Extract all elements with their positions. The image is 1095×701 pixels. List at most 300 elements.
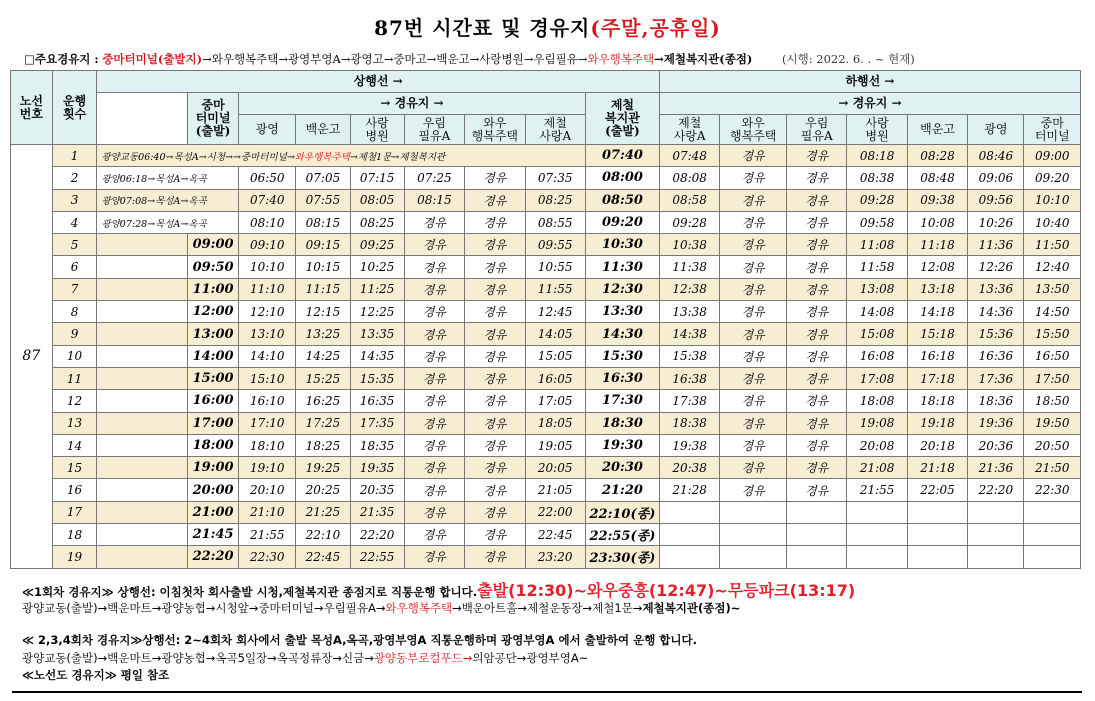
down-start-time: 22:10(종) xyxy=(585,501,659,523)
blank-cell xyxy=(97,412,188,434)
up-time: 14:05 xyxy=(525,323,585,345)
up-time: 경유 xyxy=(404,479,464,501)
table-row xyxy=(11,278,1081,300)
down-time: 18:38 xyxy=(659,412,719,434)
down-time: 13:18 xyxy=(907,278,967,300)
up-start-time: 19:00 xyxy=(188,457,239,479)
down-time: 19:18 xyxy=(907,412,967,434)
up-time: 경유 xyxy=(465,256,525,278)
up-time: 10:25 xyxy=(350,256,404,278)
effective-date: (시행: 2022. 6. . ~ 현재) xyxy=(782,52,915,66)
down-time: 경유 xyxy=(720,412,787,434)
down-time: 12:40 xyxy=(1024,256,1081,278)
down-start-time: 15:30 xyxy=(585,345,659,367)
table-row xyxy=(11,145,1081,167)
down-start-time: 13:30 xyxy=(585,301,659,323)
up-time: 경유 xyxy=(404,457,464,479)
up-time: 12:15 xyxy=(296,301,350,323)
up-time: 경유 xyxy=(404,211,464,233)
up-start-time: 21:00 xyxy=(188,501,239,523)
up-time: 15:05 xyxy=(525,345,585,367)
up-time: 13:25 xyxy=(296,323,350,345)
up-start-time: 09:50 xyxy=(188,256,239,278)
down-time: 10:08 xyxy=(907,211,967,233)
up-time: 경유 xyxy=(404,323,464,345)
down-time: 경유 xyxy=(720,367,787,389)
down-time: 08:46 xyxy=(968,145,1024,167)
down-time xyxy=(720,524,787,546)
header-down-stop: 우림 필유A xyxy=(787,115,847,145)
down-time: 경유 xyxy=(720,345,787,367)
up-time: 경유 xyxy=(404,367,464,389)
down-start-time: 11:30 xyxy=(585,256,659,278)
up-time: 07:35 xyxy=(525,167,585,189)
down-time: 21:36 xyxy=(968,457,1024,479)
line-number: 87 xyxy=(11,145,53,569)
down-time: 20:50 xyxy=(1024,434,1081,456)
down-time: 경유 xyxy=(787,211,847,233)
up-time: 08:10 xyxy=(239,211,296,233)
up-start-time: 12:00 xyxy=(188,301,239,323)
up-time: 14:25 xyxy=(296,345,350,367)
up-time: 경유 xyxy=(465,524,525,546)
up-time: 09:15 xyxy=(296,234,350,256)
down-time: 경유 xyxy=(720,479,787,501)
down-time xyxy=(907,501,967,523)
up-time: 경유 xyxy=(465,390,525,412)
down-time xyxy=(968,546,1024,568)
header-up: 상행선 → xyxy=(97,71,660,93)
down-time xyxy=(968,524,1024,546)
up-time: 경유 xyxy=(465,167,525,189)
down-time: 18:08 xyxy=(847,390,907,412)
up-time: 17:05 xyxy=(525,390,585,412)
down-time: 18:18 xyxy=(907,390,967,412)
down-time: 19:50 xyxy=(1024,412,1081,434)
down-time: 14:36 xyxy=(968,301,1024,323)
down-time: 경유 xyxy=(787,434,847,456)
down-time: 경유 xyxy=(787,412,847,434)
down-time: 경유 xyxy=(787,323,847,345)
footer-line-5: ≪노선도 경유지≫ 평일 참조 xyxy=(22,668,170,682)
up-time: 경유 xyxy=(465,501,525,523)
table-row xyxy=(11,323,1081,345)
header-up-start: 중마 터미널 (출발) xyxy=(188,93,239,145)
up-time: 17:25 xyxy=(296,412,350,434)
up-time: 08:25 xyxy=(525,189,585,211)
down-time: 14:38 xyxy=(659,323,719,345)
down-time: 10:10 xyxy=(1024,189,1081,211)
header-up-stop: 제철 사랑A xyxy=(525,115,585,145)
route-note: 광양07:08→목성A→옥곡 xyxy=(97,189,239,211)
up-time: 경유 xyxy=(404,434,464,456)
up-start-time: 15:00 xyxy=(188,367,239,389)
down-start-time: 22:55(종) xyxy=(585,524,659,546)
up-time: 13:35 xyxy=(350,323,404,345)
table-row xyxy=(11,167,1081,189)
down-time xyxy=(847,546,907,568)
up-time: 11:15 xyxy=(296,278,350,300)
down-time: 08:08 xyxy=(659,167,719,189)
up-time: 경유 xyxy=(404,256,464,278)
run-number: 4 xyxy=(52,211,97,233)
run-number: 17 xyxy=(52,501,97,523)
down-time: 경유 xyxy=(787,390,847,412)
up-start-time: 14:00 xyxy=(188,345,239,367)
down-time: 21:08 xyxy=(847,457,907,479)
up-time: 07:40 xyxy=(239,189,296,211)
down-time: 09:20 xyxy=(1024,167,1081,189)
up-time: 경유 xyxy=(404,234,464,256)
down-time xyxy=(720,546,787,568)
up-time: 21:55 xyxy=(239,524,296,546)
down-time: 21:18 xyxy=(907,457,967,479)
down-start-time: 12:30 xyxy=(585,278,659,300)
table-row xyxy=(11,546,1081,568)
down-time: 08:38 xyxy=(847,167,907,189)
run-number: 10 xyxy=(52,345,97,367)
header-down: 하행선 → xyxy=(659,71,1080,93)
up-time: 15:35 xyxy=(350,367,404,389)
up-time: 16:25 xyxy=(296,390,350,412)
down-start-time: 20:30 xyxy=(585,457,659,479)
bottom-rule xyxy=(12,691,1082,693)
blank-cell xyxy=(97,278,188,300)
down-time xyxy=(968,501,1024,523)
down-time xyxy=(847,524,907,546)
up-time: 19:10 xyxy=(239,457,296,479)
down-time: 경유 xyxy=(787,457,847,479)
up-time: 21:35 xyxy=(350,501,404,523)
up-time: 경유 xyxy=(404,524,464,546)
up-time: 15:25 xyxy=(296,367,350,389)
up-time: 22:00 xyxy=(525,501,585,523)
down-time: 20:08 xyxy=(847,434,907,456)
down-time: 15:50 xyxy=(1024,323,1081,345)
header-up-stop: 광영 xyxy=(239,115,296,145)
down-time: 21:55 xyxy=(847,479,907,501)
run-number: 7 xyxy=(52,278,97,300)
up-time: 21:25 xyxy=(296,501,350,523)
table-row xyxy=(11,412,1081,434)
footer-line-1: ≪1회차 경유지≫ 상행선: 이침첫차 회사출발 시청,제철복지관 종점지로 직통운행 합니다.출발(12:30)~와우중흥(12:47)~무등파크(13:17) xyxy=(22,581,856,600)
down-start-time: 16:30 xyxy=(585,367,659,389)
down-start-time: 08:00 xyxy=(585,167,659,189)
header-down-stop: 와우 행복주택 xyxy=(720,115,787,145)
down-time: 13:50 xyxy=(1024,278,1081,300)
up-time: 20:25 xyxy=(296,479,350,501)
down-time: 경유 xyxy=(787,479,847,501)
down-time: 17:38 xyxy=(659,390,719,412)
up-start-time: 18:00 xyxy=(188,434,239,456)
header-down-start: 제철 복지관 (출발) xyxy=(585,93,659,145)
down-time: 20:36 xyxy=(968,434,1024,456)
down-time xyxy=(787,501,847,523)
blank-cell xyxy=(97,479,188,501)
blank-cell xyxy=(97,457,188,479)
header-down-via: → 경유지 → xyxy=(659,93,1080,115)
up-time: 경유 xyxy=(465,323,525,345)
down-time: 16:08 xyxy=(847,345,907,367)
down-time: 09:56 xyxy=(968,189,1024,211)
down-time xyxy=(659,524,719,546)
run-number: 12 xyxy=(52,390,97,412)
down-time: 경유 xyxy=(720,457,787,479)
up-time: 22:45 xyxy=(296,546,350,568)
down-time: 11:50 xyxy=(1024,234,1081,256)
footer-line-3: ≪ 2,3,4회차 경유지≫상행선: 2~4회차 회사에서 출발 목성A,옥곡,광영부영A 직통운행하며 광영부영A 에서 출발하여 운행 합니다. xyxy=(22,633,698,647)
down-start-time: 08:50 xyxy=(585,189,659,211)
up-time: 07:25 xyxy=(404,167,464,189)
blank-cell xyxy=(97,256,188,278)
down-time xyxy=(1024,546,1081,568)
down-time: 11:36 xyxy=(968,234,1024,256)
down-time: 경유 xyxy=(720,145,787,167)
up-start-time: 21:45 xyxy=(188,524,239,546)
table-row xyxy=(11,524,1081,546)
up-time: 08:55 xyxy=(525,211,585,233)
run-number: 19 xyxy=(52,546,97,568)
down-time: 16:18 xyxy=(907,345,967,367)
down-time: 19:36 xyxy=(968,412,1024,434)
run-number: 3 xyxy=(52,189,97,211)
up-time: 12:45 xyxy=(525,301,585,323)
down-start-time: 21:20 xyxy=(585,479,659,501)
down-start-time: 17:30 xyxy=(585,390,659,412)
up-time: 10:15 xyxy=(296,256,350,278)
up-time: 경유 xyxy=(465,457,525,479)
down-time: 17:18 xyxy=(907,367,967,389)
down-time: 경유 xyxy=(787,367,847,389)
down-time: 08:48 xyxy=(907,167,967,189)
up-time: 06:50 xyxy=(239,167,296,189)
up-time: 09:25 xyxy=(350,234,404,256)
blank-cell xyxy=(97,390,188,412)
up-time: 19:05 xyxy=(525,434,585,456)
header-up-stop: 사랑 병원 xyxy=(350,115,404,145)
down-time: 11:08 xyxy=(847,234,907,256)
down-start-time: 23:30(종) xyxy=(585,546,659,568)
header-down-stop: 백운고 xyxy=(907,115,967,145)
blank-cell xyxy=(97,323,188,345)
down-time: 19:08 xyxy=(847,412,907,434)
down-time: 경유 xyxy=(787,278,847,300)
up-time: 경유 xyxy=(404,345,464,367)
down-time: 15:08 xyxy=(847,323,907,345)
blank-cell xyxy=(97,345,188,367)
up-time: 14:10 xyxy=(239,345,296,367)
up-time: 16:05 xyxy=(525,367,585,389)
up-time: 08:25 xyxy=(350,211,404,233)
down-time: 10:26 xyxy=(968,211,1024,233)
up-time: 10:10 xyxy=(239,256,296,278)
up-time: 20:35 xyxy=(350,479,404,501)
table-row xyxy=(11,189,1081,211)
down-time: 19:38 xyxy=(659,434,719,456)
table-row xyxy=(11,211,1081,233)
down-time: 09:38 xyxy=(907,189,967,211)
header-line-no: 노선 번호 xyxy=(11,71,53,145)
down-time: 09:28 xyxy=(847,189,907,211)
down-time: 경유 xyxy=(787,189,847,211)
up-time: 22:20 xyxy=(350,524,404,546)
down-time: 경유 xyxy=(787,301,847,323)
up-time: 13:10 xyxy=(239,323,296,345)
up-time: 17:35 xyxy=(350,412,404,434)
blank-cell xyxy=(97,434,188,456)
down-time: 17:50 xyxy=(1024,367,1081,389)
down-time: 경유 xyxy=(720,323,787,345)
down-time: 12:26 xyxy=(968,256,1024,278)
blank-cell xyxy=(97,234,188,256)
up-time: 18:10 xyxy=(239,434,296,456)
down-time: 21:28 xyxy=(659,479,719,501)
down-time: 09:28 xyxy=(659,211,719,233)
down-time: 15:36 xyxy=(968,323,1024,345)
down-time: 09:58 xyxy=(847,211,907,233)
up-time: 10:55 xyxy=(525,256,585,278)
up-time: 경유 xyxy=(465,211,525,233)
up-time: 22:55 xyxy=(350,546,404,568)
up-start-time: 13:00 xyxy=(188,323,239,345)
up-time: 22:30 xyxy=(239,546,296,568)
down-time: 17:08 xyxy=(847,367,907,389)
down-time: 08:18 xyxy=(847,145,907,167)
up-time: 경유 xyxy=(465,367,525,389)
down-time: 15:38 xyxy=(659,345,719,367)
down-time: 경유 xyxy=(720,278,787,300)
run-number: 11 xyxy=(52,367,97,389)
run-number: 5 xyxy=(52,234,97,256)
up-time: 경유 xyxy=(465,189,525,211)
up-time: 08:15 xyxy=(404,189,464,211)
down-time: 경유 xyxy=(720,234,787,256)
up-time: 경유 xyxy=(404,546,464,568)
run-number: 16 xyxy=(52,479,97,501)
up-time: 경유 xyxy=(404,390,464,412)
main-route-line: □주요경유지 : 중마터미널(출발지)→와우행복주택→광영부영A→광영고→중마고→백운고→사랑병원→우림필유→와우행복주택→제철복지관(종점) (시행: 2022. 6. . ~ 현재) xyxy=(24,52,915,66)
header-up-stop: 백운고 xyxy=(296,115,350,145)
up-start-time: 09:00 xyxy=(188,234,239,256)
down-start-time: 10:30 xyxy=(585,234,659,256)
up-time: 19:35 xyxy=(350,457,404,479)
up-time: 경유 xyxy=(465,412,525,434)
up-time: 23:20 xyxy=(525,546,585,568)
page-title: 87번 시간표 및 경유지(주말,공휴일) xyxy=(374,16,721,40)
down-time: 09:00 xyxy=(1024,145,1081,167)
header-up-via: → 경유지 → xyxy=(239,93,586,115)
down-time: 13:36 xyxy=(968,278,1024,300)
up-time: 12:10 xyxy=(239,301,296,323)
down-time xyxy=(1024,501,1081,523)
down-time: 경유 xyxy=(787,167,847,189)
up-time: 경유 xyxy=(465,345,525,367)
down-start-time: 09:20 xyxy=(585,211,659,233)
down-start-time: 07:40 xyxy=(585,145,659,167)
up-time: 22:10 xyxy=(296,524,350,546)
down-time: 11:58 xyxy=(847,256,907,278)
up-time: 21:05 xyxy=(525,479,585,501)
down-start-time: 18:30 xyxy=(585,412,659,434)
down-time xyxy=(787,546,847,568)
down-time: 17:36 xyxy=(968,367,1024,389)
up-time: 20:05 xyxy=(525,457,585,479)
down-time: 경유 xyxy=(720,189,787,211)
up-time: 07:15 xyxy=(350,167,404,189)
down-time xyxy=(720,501,787,523)
run-number: 14 xyxy=(52,434,97,456)
down-time: 경유 xyxy=(787,145,847,167)
up-time: 09:55 xyxy=(525,234,585,256)
up-time: 08:15 xyxy=(296,211,350,233)
blank-cell xyxy=(97,546,188,568)
up-start-time: 11:00 xyxy=(188,278,239,300)
run-number: 1 xyxy=(52,145,97,167)
header-down-stop: 광영 xyxy=(968,115,1024,145)
up-time: 16:10 xyxy=(239,390,296,412)
down-time: 20:38 xyxy=(659,457,719,479)
down-time: 12:38 xyxy=(659,278,719,300)
down-time: 16:50 xyxy=(1024,345,1081,367)
run-number: 8 xyxy=(52,301,97,323)
table-row xyxy=(11,457,1081,479)
header-up-stop: 와우 행복주택 xyxy=(465,115,525,145)
up-time: 14:35 xyxy=(350,345,404,367)
down-time: 21:50 xyxy=(1024,457,1081,479)
up-time: 경유 xyxy=(465,278,525,300)
down-time: 경유 xyxy=(720,167,787,189)
down-time: 08:28 xyxy=(907,145,967,167)
up-time: 07:05 xyxy=(296,167,350,189)
down-start-time: 14:30 xyxy=(585,323,659,345)
route-note: 광양교동06:40→목성A→시청→→중마터미널→와우행복주택→제철1문→제철복지관 xyxy=(97,145,585,167)
blank-cell xyxy=(97,501,188,523)
down-time: 경유 xyxy=(787,256,847,278)
run-number: 2 xyxy=(52,167,97,189)
up-time: 20:10 xyxy=(239,479,296,501)
table-row xyxy=(11,256,1081,278)
down-time: 22:05 xyxy=(907,479,967,501)
down-time xyxy=(1024,524,1081,546)
up-time: 08:05 xyxy=(350,189,404,211)
down-time: 07:48 xyxy=(659,145,719,167)
footer-line-2: 광양교동(출발)→백운마트→광양농협→시청앞→중마터미널→우림필유A→와우행복주택→백운아트홀→제철운동장→제철1문→제철복지관(종점)~ xyxy=(22,601,741,615)
down-time: 12:08 xyxy=(907,256,967,278)
up-time: 경유 xyxy=(465,434,525,456)
down-time: 경유 xyxy=(720,211,787,233)
table-row xyxy=(11,501,1081,523)
down-time: 15:18 xyxy=(907,323,967,345)
header-down-stop: 사랑 병원 xyxy=(847,115,907,145)
run-number: 15 xyxy=(52,457,97,479)
up-time: 경유 xyxy=(465,546,525,568)
up-time: 11:10 xyxy=(239,278,296,300)
down-time: 22:30 xyxy=(1024,479,1081,501)
down-time xyxy=(659,546,719,568)
up-time: 경유 xyxy=(404,278,464,300)
down-time: 16:38 xyxy=(659,367,719,389)
up-time: 18:25 xyxy=(296,434,350,456)
header-down-stop: 제철 사랑A xyxy=(659,115,719,145)
table-row xyxy=(11,479,1081,501)
down-time: 경유 xyxy=(787,345,847,367)
down-time: 13:08 xyxy=(847,278,907,300)
up-time: 11:25 xyxy=(350,278,404,300)
down-time: 22:20 xyxy=(968,479,1024,501)
down-time: 10:38 xyxy=(659,234,719,256)
table-row xyxy=(11,301,1081,323)
down-time: 13:38 xyxy=(659,301,719,323)
